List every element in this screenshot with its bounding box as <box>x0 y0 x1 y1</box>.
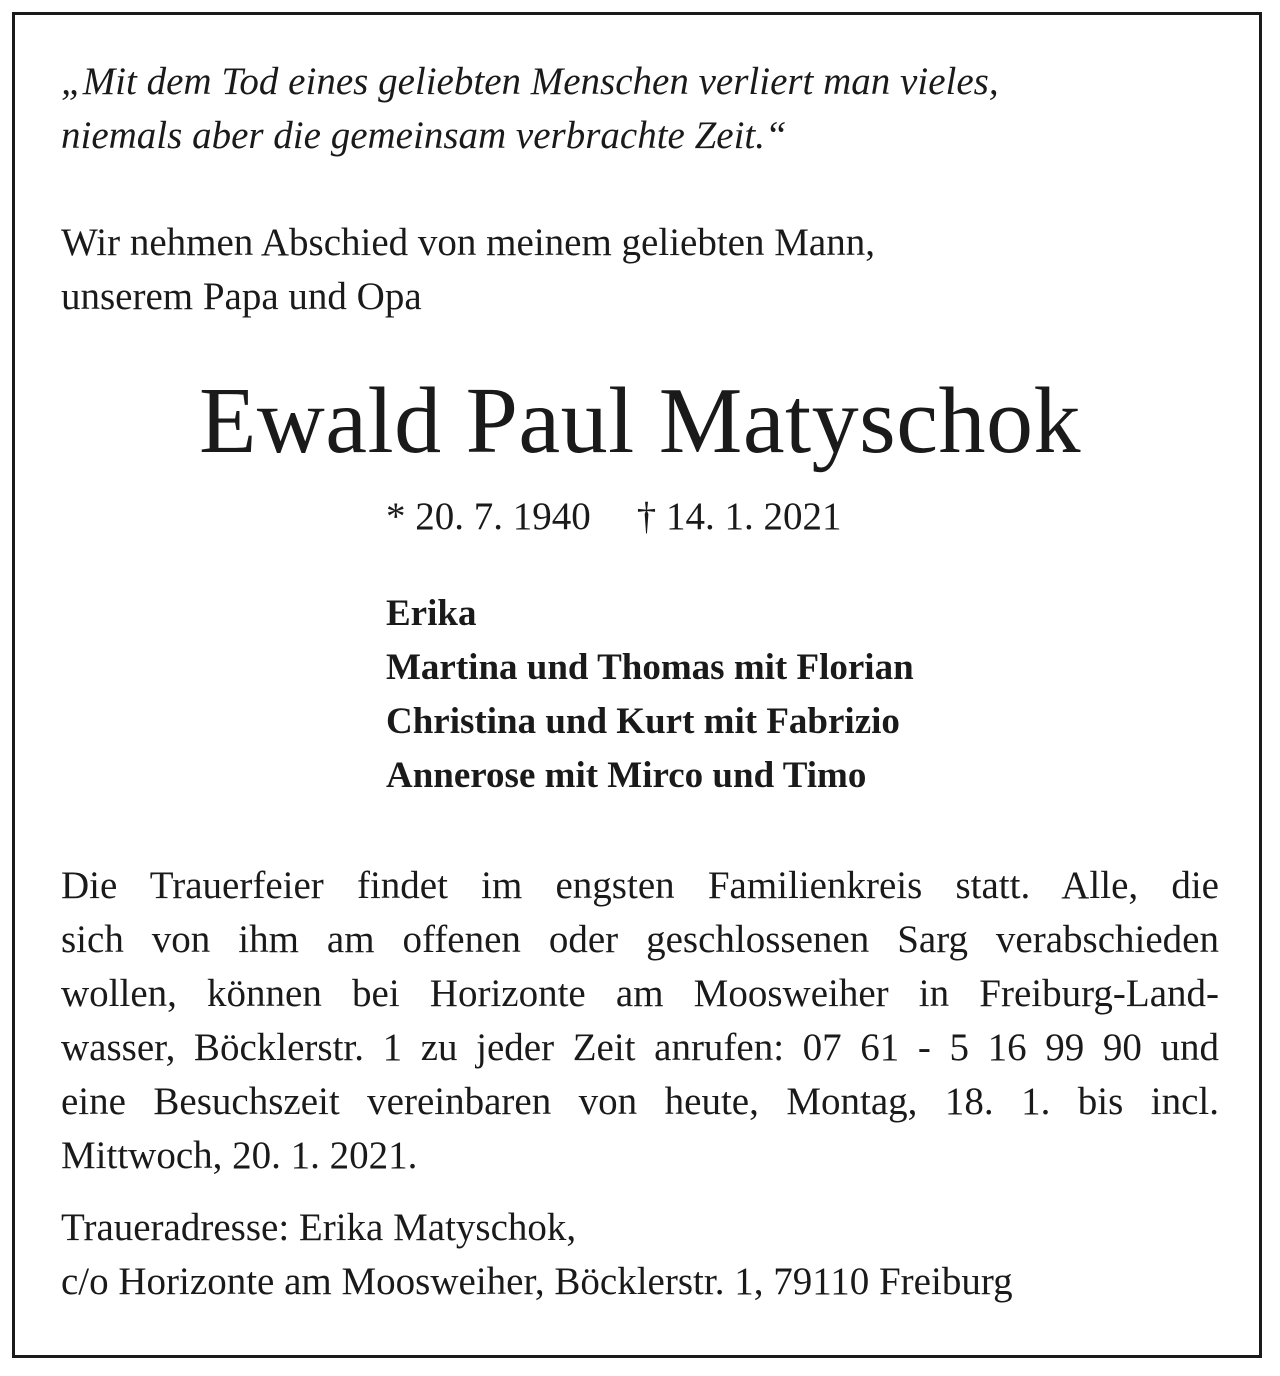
notice-line: wollen, können bei Horizonte am Moosweiher in Freiburg-Land- <box>61 972 1219 1015</box>
quote-line-1: „Mit dem Tod eines geliebten Menschen verliert man vieles, <box>61 60 999 103</box>
life-dates <box>386 492 842 542</box>
notice-line: wasser, Böcklerstr. 1 zu jeder Zeit anrufen: 07 61 - 5 16 99 90 und <box>61 1026 1219 1069</box>
quote-line-2: niemals aber die gemeinsam verbrachte Zeit.“ <box>61 114 787 157</box>
memorial-quote <box>61 55 999 163</box>
birth-date: * 20. 7. 1940 <box>386 495 591 538</box>
family-member: Martina und Thomas mit Florian <box>386 647 914 688</box>
address-line-2: c/o Horizonte am Moosweiher, Böcklerstr. 1, 79110 Freiburg <box>61 1260 1013 1303</box>
notice-line: Mittwoch, 20. 1. 2021. <box>61 1134 418 1177</box>
family-member: Christina und Kurt mit Fabrizio <box>386 701 900 742</box>
family-member: Erika <box>386 593 477 634</box>
funeral-notice-text <box>61 859 1219 1183</box>
family-member: Annerose mit Mirco und Timo <box>386 755 867 796</box>
notice-line: Die Trauerfeier findet im engsten Familienkreis statt. Alle, die <box>61 864 1219 907</box>
intro-line-2: unserem Papa und Opa <box>61 275 422 318</box>
address-line-1: Traueradresse: Erika Matyschok, <box>61 1206 577 1249</box>
farewell-intro <box>61 216 875 324</box>
mourning-address <box>61 1201 1013 1309</box>
family-list <box>386 587 914 803</box>
intro-line-1: Wir nehmen Abschied von meinem geliebten Mann, <box>61 221 875 264</box>
notice-line: sich von ihm am offenen oder geschlossenen Sarg verabschieden <box>61 918 1219 961</box>
deceased-name: Ewald Paul Matyschok <box>199 369 1081 473</box>
notice-line: eine Besuchszeit vereinbaren von heute, Montag, 18. 1. bis incl. <box>61 1080 1219 1123</box>
death-date: † 14. 1. 2021 <box>636 495 842 538</box>
